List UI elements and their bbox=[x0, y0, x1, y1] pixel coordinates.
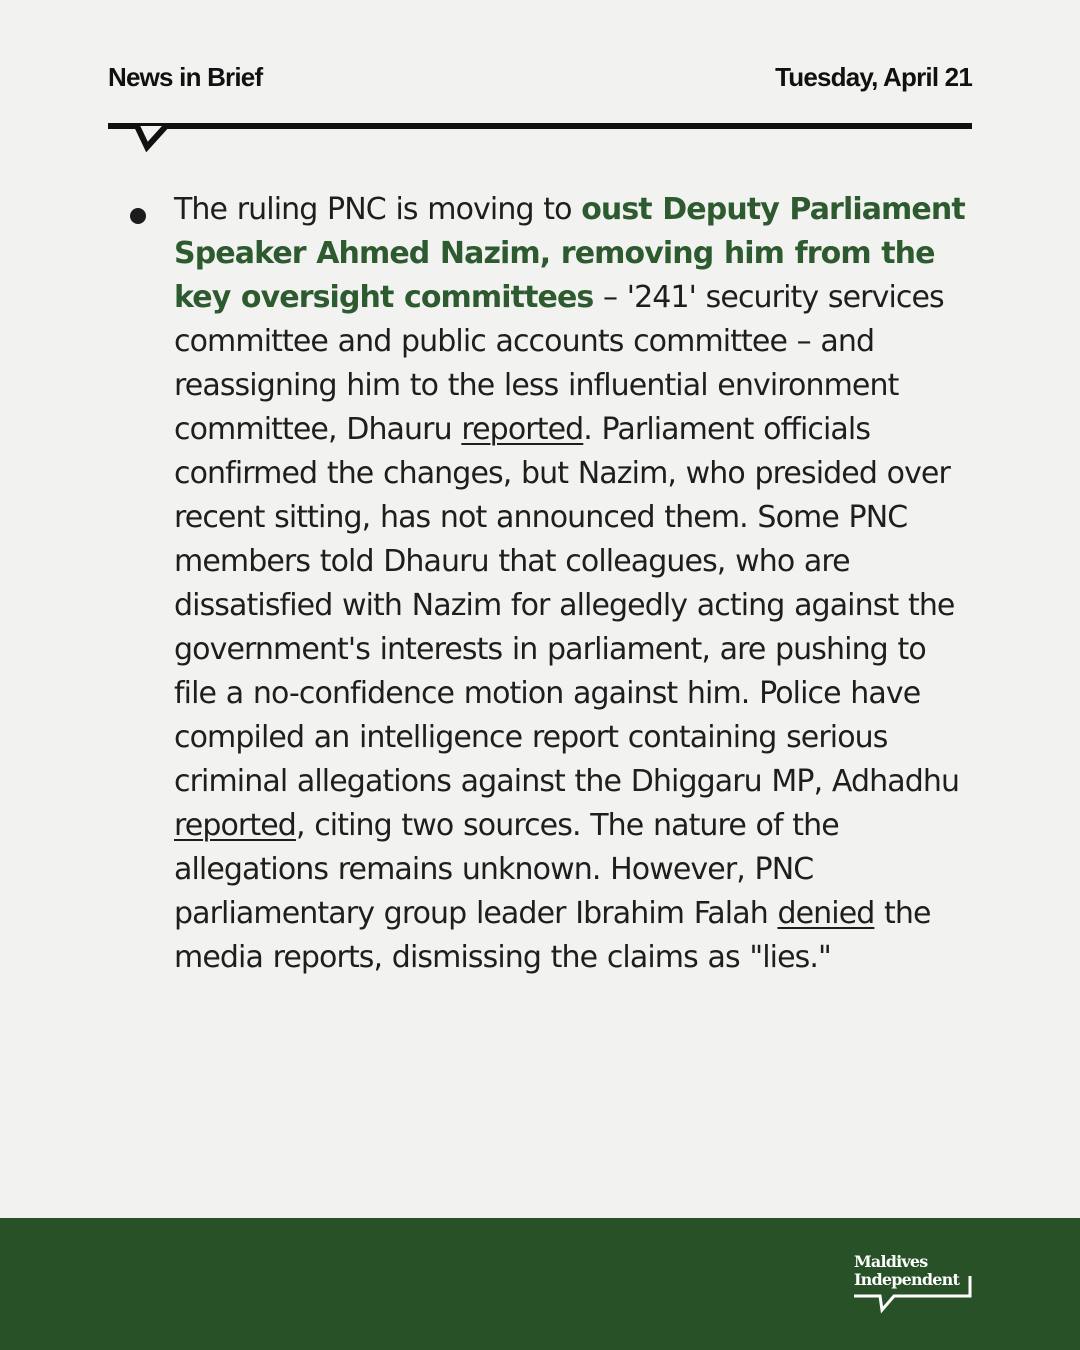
headline-highlight: oust Deputy Parliament Speaker Ahmed Nazim, removing him from the key oversight committees bbox=[174, 192, 965, 315]
article-text bbox=[174, 188, 970, 980]
text-part-5: the media reports, dismissing the claims as "lies." bbox=[174, 896, 931, 975]
header bbox=[108, 62, 972, 98]
logo-line-1: Maldives bbox=[854, 1252, 928, 1271]
intro-text: The ruling PNC is moving to bbox=[174, 192, 582, 227]
reported-link-adhadhu[interactable]: reported bbox=[174, 808, 296, 843]
denied-link[interactable]: denied bbox=[777, 896, 875, 931]
text-part-2: – '241' security services committee and public accounts committee – and reassigning him to the less influential environment committee, Dhauru bbox=[174, 280, 944, 447]
logo-line-2: Independent bbox=[854, 1270, 960, 1289]
text-part-4: , citing two sources. The nature of the allegations remains unknown. However, PNC parliamentary group leader Ibrahim Falah bbox=[174, 808, 839, 931]
date-label: Tuesday, April 21 bbox=[775, 62, 972, 92]
reported-link-dhauru[interactable]: reported bbox=[461, 412, 584, 447]
speech-bubble-rule bbox=[108, 120, 972, 152]
maldives-independent-logo bbox=[852, 1252, 976, 1318]
bullet-icon bbox=[130, 208, 146, 224]
section-title: News in Brief bbox=[108, 62, 263, 92]
text-part-3: . Parliament officials confirmed the changes, but Nazim, who presided over recent sitting, has not announced them. Some PNC members told Dhauru that colleagues, who are dissatisfied with Nazim for allegedly acting against the government's interests in parliament, are pushing to file a no-confidence motion against him. Police have compiled an intelligence report containing serious criminal allegations against the Dhiggaru MP, Adhadhu bbox=[174, 412, 960, 799]
